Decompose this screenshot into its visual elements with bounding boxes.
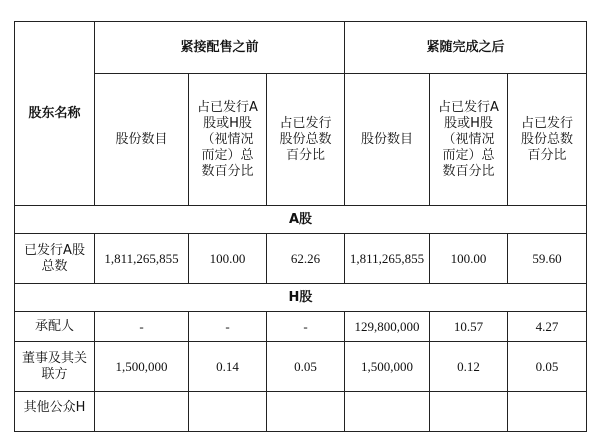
table-cell [345, 392, 430, 432]
table-cell: 59.60 [508, 234, 587, 284]
shareholding-table [14, 21, 587, 432]
table-cell: 100.00 [189, 234, 267, 284]
table-cell: 100.00 [430, 234, 508, 284]
table-cell: - [189, 312, 267, 342]
table-cell: 1,811,265,855 [95, 234, 189, 284]
table-row [15, 312, 587, 342]
table-cell [95, 392, 189, 432]
table-cell: - [267, 312, 345, 342]
table-cell: 10.57 [430, 312, 508, 342]
table-cell: 0.05 [267, 342, 345, 392]
section-row-a-shares [15, 206, 587, 234]
table-cell [508, 392, 587, 432]
table-cell [267, 392, 345, 432]
group-header-before: 紧接配售之前 [95, 22, 345, 74]
row-label: 已发行A股 总数 [15, 234, 95, 284]
table-cell: 1,500,000 [95, 342, 189, 392]
table-cell [189, 392, 267, 432]
table-row [15, 392, 587, 432]
table-cell: 62.26 [267, 234, 345, 284]
row-label: 董事及其关 联方 [15, 342, 95, 392]
table-cell: 129,800,000 [345, 312, 430, 342]
table-row [15, 234, 587, 284]
row-label: 其他公众H [15, 392, 95, 432]
col-header-shares-before: 股份数目 [95, 74, 189, 206]
table-cell: 0.12 [430, 342, 508, 392]
col-header-class-pct-before: 占已发行A 股或H股 （视情况 而定）总 数百分比 [189, 74, 267, 206]
table-cell: 0.05 [508, 342, 587, 392]
row-label: 承配人 [15, 312, 95, 342]
header-row-groups [15, 22, 587, 74]
section-row-h-shares [15, 284, 587, 312]
table-row [15, 342, 587, 392]
col-header-class-pct-after: 占已发行A 股或H股 （视情况 而定）总 数百分比 [430, 74, 508, 206]
col-header-shares-after: 股份数目 [345, 74, 430, 206]
header-row-columns [15, 74, 587, 206]
table-cell: 1,500,000 [345, 342, 430, 392]
table-cell [430, 392, 508, 432]
section-title-a-shares: A股 [15, 206, 587, 234]
section-title-h-shares: H股 [15, 284, 587, 312]
col-header-total-pct-after: 占已发行 股份总数 百分比 [508, 74, 587, 206]
table-cell: 4.27 [508, 312, 587, 342]
col-header-total-pct-before: 占已发行 股份总数 百分比 [267, 74, 345, 206]
shareholder-name-header: 股东名称 [15, 22, 95, 206]
group-header-after: 紧随完成之后 [345, 22, 587, 74]
table-cell: 1,811,265,855 [345, 234, 430, 284]
table-cell: - [95, 312, 189, 342]
table-cell: 0.14 [189, 342, 267, 392]
